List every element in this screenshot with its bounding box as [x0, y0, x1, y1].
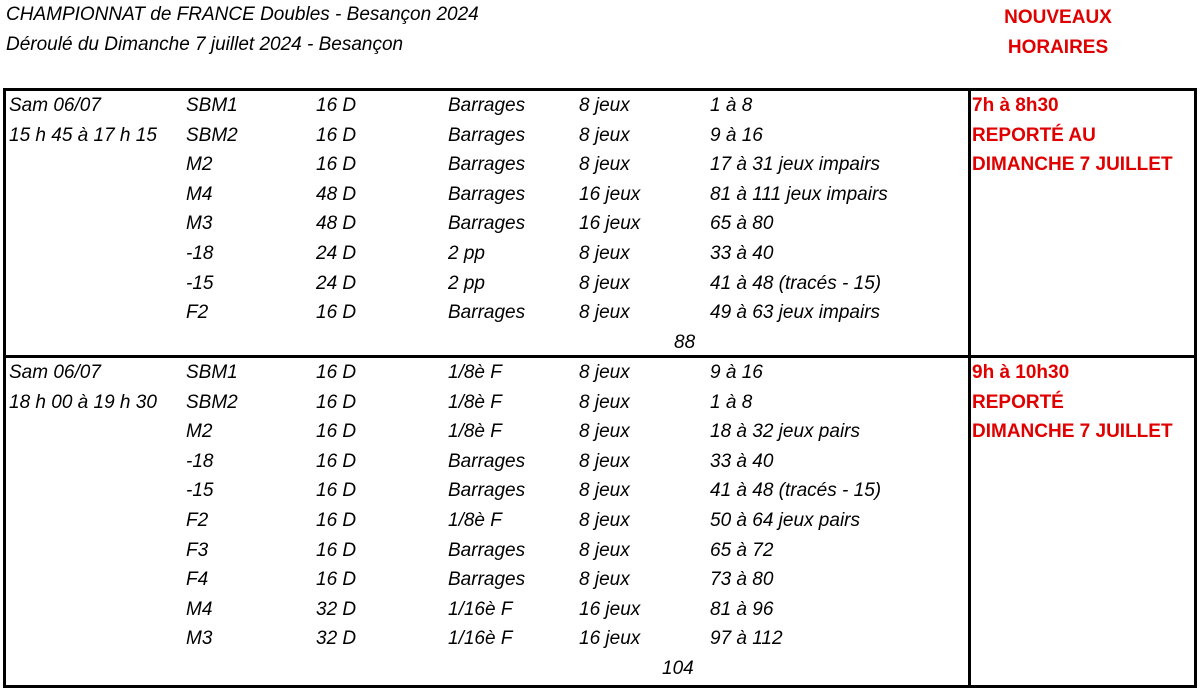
games-cell: 8 jeux — [579, 362, 630, 383]
match-range-cell: 41 à 48 (tracés - 15) — [710, 272, 882, 294]
phase-cell: 1/8è F — [448, 362, 502, 383]
draw-size-cell: 16 D — [316, 154, 357, 176]
match-range-cell: 41 à 48 (tracés - 15) — [710, 480, 882, 502]
games-cell: 8 jeux — [579, 510, 630, 531]
games-cell: 8 jeux — [579, 450, 630, 472]
draw-size-cell: 32 D — [316, 628, 357, 650]
category-cell: M4 — [186, 183, 213, 205]
doc-title: CHAMPIONNAT de FRANCE Doubles - Besançon 2024 — [6, 4, 479, 25]
draw-size-cell: 16 D — [316, 421, 357, 443]
category-cell: F2 — [186, 510, 209, 531]
reschedule-note: 7h à 8h30 — [972, 95, 1059, 116]
games-cell: 8 jeux — [579, 480, 630, 502]
games-cell: 8 jeux — [579, 272, 630, 294]
draw-size-cell: 16 D — [316, 124, 357, 146]
match-range-cell: 65 à 72 — [710, 539, 774, 561]
session-date: Sam 06/07 — [9, 362, 101, 383]
category-cell: SBM1 — [186, 95, 238, 116]
match-range-cell: 49 à 63 jeux impairs — [710, 302, 881, 324]
phase-cell: 1/16è F — [448, 628, 513, 650]
reschedule-note: REPORTÉ AU — [972, 124, 1096, 146]
games-cell: 8 jeux — [579, 95, 630, 116]
column-divider — [968, 358, 971, 685]
match-range-cell: 81 à 111 jeux impairs — [710, 183, 888, 205]
match-range-cell: 50 à 64 jeux pairs — [710, 510, 860, 531]
phase-cell: Barrages — [448, 183, 526, 205]
phase-cell: 2 pp — [448, 243, 485, 264]
draw-size-cell: 16 D — [316, 510, 357, 531]
category-cell: M2 — [186, 154, 213, 176]
phase-cell: Barrages — [448, 569, 526, 591]
games-cell: 8 jeux — [579, 539, 630, 561]
draw-size-cell: 16 D — [316, 362, 357, 383]
category-cell: -18 — [186, 450, 214, 472]
category-cell: F4 — [186, 569, 209, 591]
phase-cell: Barrages — [448, 450, 526, 472]
games-cell: 8 jeux — [579, 569, 630, 591]
session-block-2 — [3, 355, 1197, 688]
reschedule-note: DIMANCHE 7 JUILLET — [972, 421, 1173, 443]
phase-cell: Barrages — [448, 539, 526, 561]
phase-cell: 2 pp — [448, 272, 485, 294]
session-time: 18 h 00 à 19 h 30 — [9, 391, 157, 413]
session-block-1 — [3, 88, 1197, 358]
draw-size-cell: 32 D — [316, 598, 357, 620]
games-cell: 16 jeux — [579, 598, 641, 620]
match-range-cell: 18 à 32 jeux pairs — [710, 421, 860, 443]
draw-size-cell: 16 D — [316, 95, 357, 116]
draw-size-cell: 16 D — [316, 539, 357, 561]
notice-line-1: NOUVEAUX — [1004, 7, 1112, 28]
category-cell: SBM1 — [186, 362, 238, 383]
draw-size-cell: 48 D — [316, 183, 357, 205]
phase-cell: Barrages — [448, 124, 526, 146]
games-cell: 16 jeux — [579, 213, 641, 235]
match-range-cell: 9 à 16 — [710, 362, 763, 383]
doc-subtitle: Déroulé du Dimanche 7 juillet 2024 - Besançon — [6, 34, 404, 55]
category-cell: -18 — [186, 243, 214, 264]
category-cell: F2 — [186, 302, 209, 324]
category-cell: -15 — [186, 480, 214, 502]
draw-size-cell: 24 D — [316, 243, 357, 264]
session-total: 88 — [674, 331, 696, 353]
phase-cell: 1/8è F — [448, 510, 502, 531]
games-cell: 16 jeux — [579, 183, 641, 205]
match-range-cell: 1 à 8 — [710, 391, 753, 413]
session-date: Sam 06/07 — [9, 95, 101, 116]
games-cell: 8 jeux — [579, 391, 630, 413]
reschedule-note: DIMANCHE 7 JUILLET — [972, 154, 1173, 176]
phase-cell: Barrages — [448, 302, 526, 324]
category-cell: F3 — [186, 539, 209, 561]
games-cell: 8 jeux — [579, 243, 630, 264]
phase-cell: Barrages — [448, 480, 526, 502]
phase-cell: 1/8è F — [448, 391, 502, 413]
category-cell: -15 — [186, 272, 214, 294]
session-time: 15 h 45 à 17 h 15 — [9, 124, 157, 146]
match-range-cell: 73 à 80 — [710, 569, 774, 591]
category-cell: SBM2 — [186, 124, 238, 146]
phase-cell: 1/16è F — [448, 598, 513, 620]
match-range-cell: 33 à 40 — [710, 243, 774, 264]
column-divider — [968, 91, 971, 355]
phase-cell: Barrages — [448, 95, 526, 116]
match-range-cell: 9 à 16 — [710, 124, 763, 146]
games-cell: 8 jeux — [579, 154, 630, 176]
category-cell: M3 — [186, 213, 213, 235]
match-range-cell: 97 à 112 — [710, 628, 783, 650]
category-cell: M4 — [186, 598, 213, 620]
phase-cell: Barrages — [448, 213, 526, 235]
games-cell: 8 jeux — [579, 421, 630, 443]
phase-cell: 1/8è F — [448, 421, 502, 443]
draw-size-cell: 16 D — [316, 391, 357, 413]
phase-cell: Barrages — [448, 154, 526, 176]
match-range-cell: 17 à 31 jeux impairs — [710, 154, 881, 176]
match-range-cell: 65 à 80 — [710, 213, 774, 235]
draw-size-cell: 16 D — [316, 569, 357, 591]
category-cell: M2 — [186, 421, 213, 443]
reschedule-note: 9h à 10h30 — [972, 362, 1070, 383]
notice-line-2: HORAIRES — [1007, 37, 1109, 58]
games-cell: 16 jeux — [579, 628, 641, 650]
category-cell: M3 — [186, 628, 213, 650]
match-range-cell: 33 à 40 — [710, 450, 774, 472]
schedule-notice — [978, 3, 1138, 63]
draw-size-cell: 16 D — [316, 302, 357, 324]
category-cell: SBM2 — [186, 391, 238, 413]
draw-size-cell: 16 D — [316, 480, 357, 502]
match-range-cell: 81 à 96 — [710, 598, 774, 620]
games-cell: 8 jeux — [579, 302, 630, 324]
draw-size-cell: 16 D — [316, 450, 357, 472]
draw-size-cell: 48 D — [316, 213, 357, 235]
games-cell: 8 jeux — [579, 124, 630, 146]
reschedule-note: REPORTÉ — [972, 391, 1064, 413]
draw-size-cell: 24 D — [316, 272, 357, 294]
match-range-cell: 1 à 8 — [710, 95, 753, 116]
session-total: 104 — [662, 658, 694, 679]
